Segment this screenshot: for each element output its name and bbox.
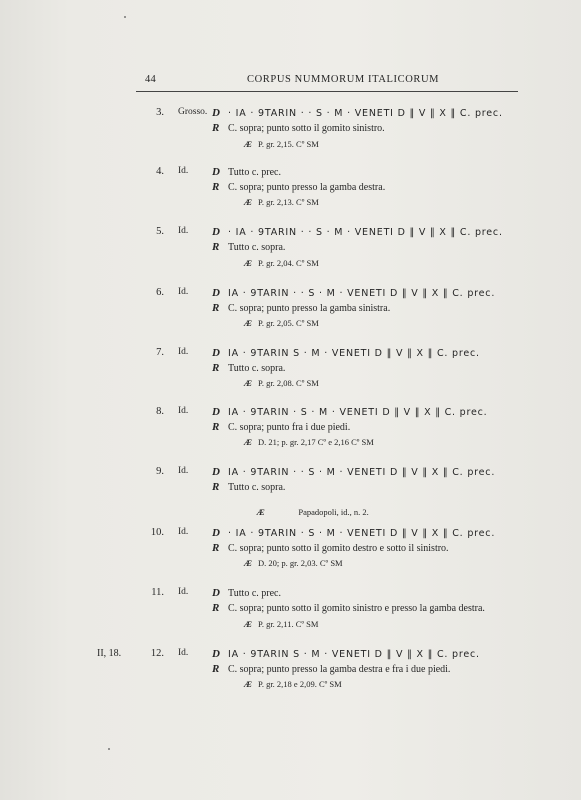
reverse-description: C. sopra; punto presso la gamba destra e fra i due piedi.	[228, 664, 451, 675]
coin-type: Id.	[178, 587, 189, 597]
weight-collection: D. 21; p. gr. 2,17 Cº e 2,16 Cº SM	[258, 437, 374, 447]
obverse-legend: · IA · 9TARIN · · S · M · VENETI D ‖ V ‖ X ‖ C. prec.	[228, 108, 503, 119]
specimen-info	[244, 558, 343, 570]
entry-number: 3.	[156, 107, 164, 118]
reverse-description: Tutto c. sopra.	[228, 482, 286, 493]
obverse-symbol: D	[212, 226, 220, 238]
reverse-symbol: R	[212, 421, 220, 433]
specimen-info	[244, 318, 319, 330]
obverse-line	[212, 466, 495, 480]
reverse-symbol: R	[212, 181, 220, 193]
coin-type: Id.	[178, 648, 189, 658]
coin-entry	[0, 166, 581, 226]
weight-collection: D. 20; p. gr. 2,03. Cº SM	[258, 558, 343, 568]
obverse-line	[212, 287, 495, 301]
page-number: 44	[145, 74, 157, 85]
obverse-legend: · IA · 9TARIN · S · M · VENETI D ‖ V ‖ X ‖ C. prec.	[228, 528, 496, 539]
reverse-line	[212, 122, 385, 136]
reverse-description: Tutto c. sopra.	[228, 363, 286, 374]
coin-entry	[0, 527, 581, 587]
coin-type: Id.	[178, 226, 189, 236]
obverse-legend: · IA · 9TARIN · · S · M · VENETI D ‖ V ‖ X ‖ C. prec.	[228, 227, 503, 238]
weight-collection: P. gr. 2,08. Cº SM	[258, 378, 319, 388]
obverse-symbol: D	[212, 648, 220, 660]
metal-symbol: Æ	[244, 558, 253, 568]
coin-entry	[0, 406, 581, 466]
reverse-description: C. sopra; punto presso la gamba sinistra.	[228, 303, 391, 314]
running-title: CORPUS NUMMORUM ITALICORUM	[247, 74, 440, 85]
coin-entry	[0, 466, 581, 526]
reverse-line	[212, 663, 450, 677]
obverse-symbol: D	[212, 107, 220, 119]
metal-symbol: Æ	[256, 507, 265, 517]
obverse-line	[212, 587, 281, 601]
coin-entry	[0, 347, 581, 407]
obverse-symbol: D	[212, 527, 220, 539]
metal-symbol: Æ	[244, 197, 253, 207]
reverse-line	[212, 481, 285, 495]
reverse-description: C. sopra; punto sotto il gomito sinistro e presso la gamba destra.	[228, 603, 485, 614]
coin-type: Id.	[178, 347, 189, 357]
obverse-line	[212, 347, 480, 361]
entry-number: 9.	[156, 466, 164, 477]
metal-symbol: Æ	[244, 258, 253, 268]
metal-symbol: Æ	[244, 139, 253, 149]
obverse-legend: Tutto c. prec.	[228, 588, 281, 599]
reverse-symbol: R	[212, 602, 220, 614]
coin-type: Id.	[178, 166, 189, 176]
specimen-info	[244, 619, 318, 631]
coin-type: Id.	[178, 527, 189, 537]
reverse-symbol: R	[212, 362, 220, 374]
entry-number: 10.	[150, 527, 164, 538]
reverse-description: C. sopra; punto fra i due piedi.	[228, 422, 351, 433]
paper-speck	[124, 16, 126, 18]
specimen-info	[244, 437, 374, 449]
specimen-info	[244, 679, 342, 691]
obverse-line	[212, 226, 503, 240]
specimen-info	[244, 258, 319, 270]
reverse-description: C. sopra; punto presso la gamba destra.	[228, 182, 386, 193]
entry-number: 8.	[156, 406, 164, 417]
reverse-description: C. sopra; punto sotto il gomito sinistro.	[228, 123, 385, 134]
weight-collection: P. gr. 2,18 e 2,09. Cº SM	[258, 679, 342, 689]
paper-speck	[108, 748, 110, 750]
reverse-line	[212, 421, 350, 435]
coin-entry	[0, 287, 581, 347]
reverse-symbol: R	[212, 663, 220, 675]
metal-symbol: Æ	[244, 679, 253, 689]
entry-number: 5.	[156, 226, 164, 237]
reverse-line	[212, 302, 390, 316]
reverse-line	[212, 602, 485, 616]
coin-type: Grosso.	[178, 107, 208, 117]
specimen-info	[244, 497, 369, 517]
reverse-symbol: R	[212, 302, 220, 314]
coin-entry	[0, 226, 581, 286]
entry-number: 7.	[156, 347, 164, 358]
reverse-description: Tutto c. sopra.	[228, 242, 286, 253]
specimen-info	[244, 197, 319, 209]
reverse-symbol: R	[212, 241, 220, 253]
obverse-symbol: D	[212, 587, 220, 599]
weight-collection: P. gr. 2,05. Cº SM	[258, 318, 319, 328]
coin-type: Id.	[178, 287, 189, 297]
metal-symbol: Æ	[244, 437, 253, 447]
obverse-legend: IA · 9TARIN S · M · VENETI D ‖ V ‖ X ‖ C. prec.	[228, 649, 480, 660]
obverse-symbol: D	[212, 166, 220, 178]
reverse-symbol: R	[212, 122, 220, 134]
obverse-legend: IA · 9TARIN · · S · M · VENETI D ‖ V ‖ X ‖ C. prec.	[228, 288, 496, 299]
reverse-description: C. sopra; punto sotto il gomito destro e sotto il sinistro.	[228, 543, 449, 554]
reverse-line	[212, 181, 385, 195]
metal-symbol: Æ	[244, 378, 253, 388]
obverse-legend: IA · 9TARIN · · S · M · VENETI D ‖ V ‖ X ‖ C. prec.	[228, 467, 496, 478]
reverse-line	[212, 362, 285, 376]
metal-symbol: Æ	[244, 318, 253, 328]
obverse-symbol: D	[212, 466, 220, 478]
weight-collection: P. gr. 2,13. Cº SM	[258, 197, 319, 207]
coin-entry	[0, 648, 581, 708]
margin-reference: II, 18.	[97, 648, 122, 659]
obverse-symbol: D	[212, 347, 220, 359]
coin-type: Id.	[178, 466, 189, 476]
obverse-line	[212, 166, 281, 180]
entry-number: 11.	[151, 587, 164, 598]
obverse-line	[212, 406, 488, 420]
obverse-legend: IA · 9TARIN S · M · VENETI D ‖ V ‖ X ‖ C. prec.	[228, 348, 480, 359]
obverse-legend: IA · 9TARIN · S · M · VENETI D ‖ V ‖ X ‖ C. prec.	[228, 407, 488, 418]
coin-type: Id.	[178, 406, 189, 416]
reverse-symbol: R	[212, 542, 220, 554]
running-header	[145, 74, 517, 90]
header-rule	[136, 91, 518, 92]
coin-entry	[0, 587, 581, 647]
reverse-line	[212, 241, 285, 255]
entry-number: 6.	[156, 287, 164, 298]
metal-symbol: Æ	[244, 619, 253, 629]
obverse-symbol: D	[212, 406, 220, 418]
entry-number: 12.	[150, 648, 164, 659]
weight-collection: P. gr. 2,11. Cº SM	[258, 619, 319, 629]
obverse-symbol: D	[212, 287, 220, 299]
weight-collection: P. gr. 2,04. Cº SM	[258, 258, 319, 268]
coin-entry	[0, 107, 581, 167]
obverse-line	[212, 527, 495, 541]
entry-number: 4.	[156, 166, 164, 177]
obverse-legend: Tutto c. prec.	[228, 167, 281, 178]
specimen-info	[244, 139, 319, 151]
reverse-symbol: R	[212, 481, 220, 493]
reference-citation: Papadopoli, id., n. 2.	[270, 507, 369, 517]
reverse-line	[212, 542, 449, 556]
obverse-line	[212, 648, 480, 662]
specimen-info	[244, 378, 319, 390]
obverse-line	[212, 107, 503, 121]
weight-collection: P. gr. 2,15. Cº SM	[258, 139, 319, 149]
